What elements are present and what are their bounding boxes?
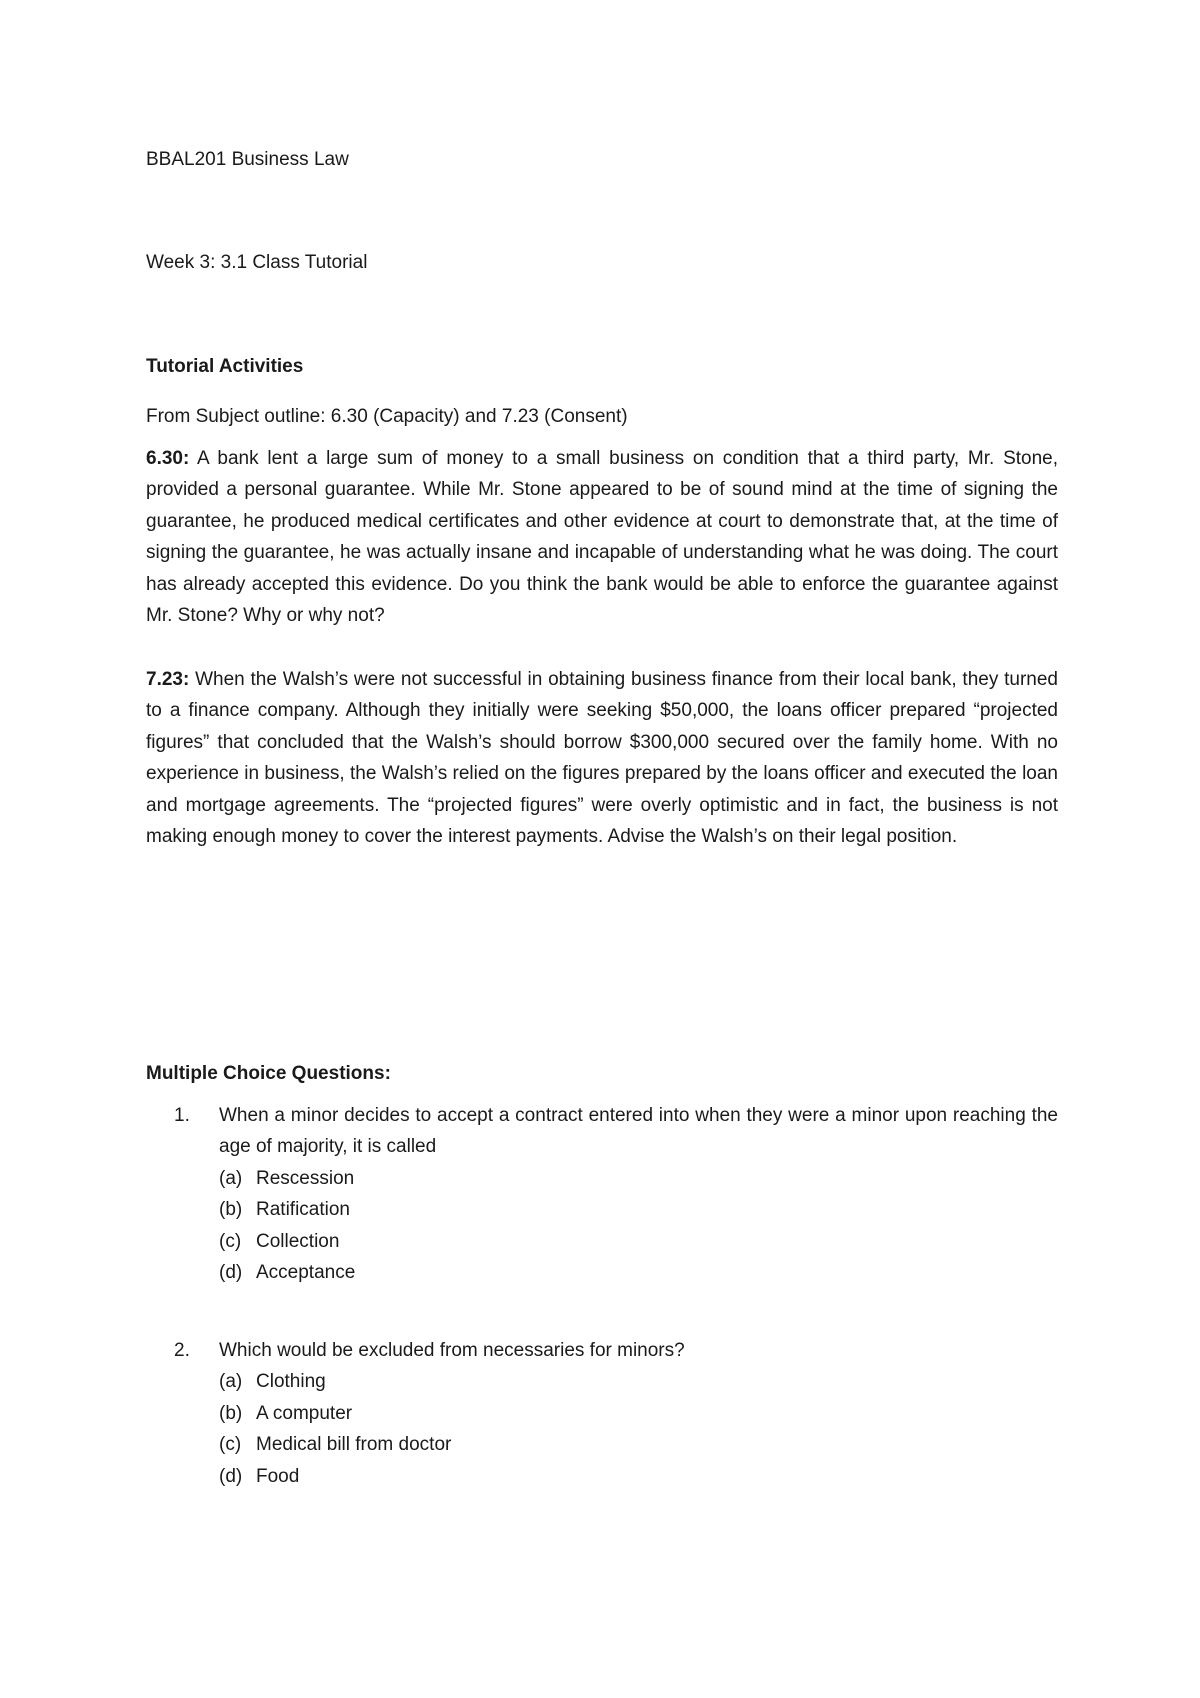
option-letter: (d) [219,1262,243,1284]
question-6-30-text: A bank lent a large sum of money to a small business on condition that a third party, Mr. Stone, provided a personal guarantee. While Mr. Stone appeared to be of sound mind at the time of signing the guarantee, he produced medical certificates and other evidence at court to demonstrate that, at the time of signing the guarantee, he was actually insane and incapable of understanding what he was doing. The court has already accepted this evidence. Do you think the bank would be able to enforce the guarantee against Mr. Stone? Why or why not? [146,448,1058,627]
option-text: Food [256,1465,300,1487]
option-b [146,1194,1058,1225]
question-7-23-label: 7.23: [146,669,190,690]
option-c [146,1226,1058,1257]
option-d [146,1461,1058,1492]
question-7-23 [146,664,1058,852]
question-number: 2. [174,1340,190,1361]
option-letter: (b) [219,1199,243,1221]
question-6-30-label: 6.30: [146,448,190,469]
option-text: Ratification [256,1199,350,1221]
week-title: Week 3: 3.1 Class Tutorial [146,252,368,273]
question-text: When a minor decides to accept a contract entered into when they were a minor upon reaching the age of majority, it is called [219,1105,1058,1158]
option-letter: (a) [219,1167,243,1189]
course-title: BBAL201 Business Law [146,149,349,170]
option-letter: (a) [219,1371,243,1393]
option-b [146,1398,1058,1429]
subject-outline-reference: From Subject outline: 6.30 (Capacity) and 7.23 (Consent) [146,406,628,427]
question-6-30 [146,443,1058,631]
option-text: A computer [256,1402,353,1424]
mcq-question-2 [146,1335,1058,1492]
option-text: Acceptance [256,1262,356,1284]
option-a [146,1366,1058,1397]
option-text: Clothing [256,1371,326,1393]
tutorial-activities-heading: Tutorial Activities [146,356,304,377]
multiple-choice-heading: Multiple Choice Questions: [146,1063,391,1084]
option-letter: (c) [219,1230,242,1252]
option-text: Rescession [256,1167,355,1189]
mcq-question-row [146,1100,1058,1163]
option-text: Medical bill from doctor [256,1434,452,1456]
option-c [146,1429,1058,1460]
mcq-question-1 [146,1100,1058,1288]
option-text: Collection [256,1230,340,1252]
option-d [146,1257,1058,1288]
option-letter: (d) [219,1465,243,1487]
question-7-23-text: When the Walsh’s were not successful in obtaining business finance from their local bank, they turned to a finance company. Although they initially were seeking $50,000, the loans officer prepared “projected figures” that concluded that the Walsh’s should borrow $300,000 secured over the family home. With no experience in business, the Walsh’s relied on the figures prepared by the loans officer and executed the loan and mortgage agreements. The “projected figures” were overly optimistic and in fact, the business is not making enough money to cover the interest payments. Advise the Walsh’s on their legal position. [146,669,1058,848]
question-number: 1. [174,1105,190,1126]
option-letter: (b) [219,1402,243,1424]
option-a [146,1163,1058,1194]
option-letter: (c) [219,1434,242,1456]
mcq-question-row [146,1335,1058,1366]
question-text: Which would be excluded from necessaries for minors? [219,1340,685,1361]
